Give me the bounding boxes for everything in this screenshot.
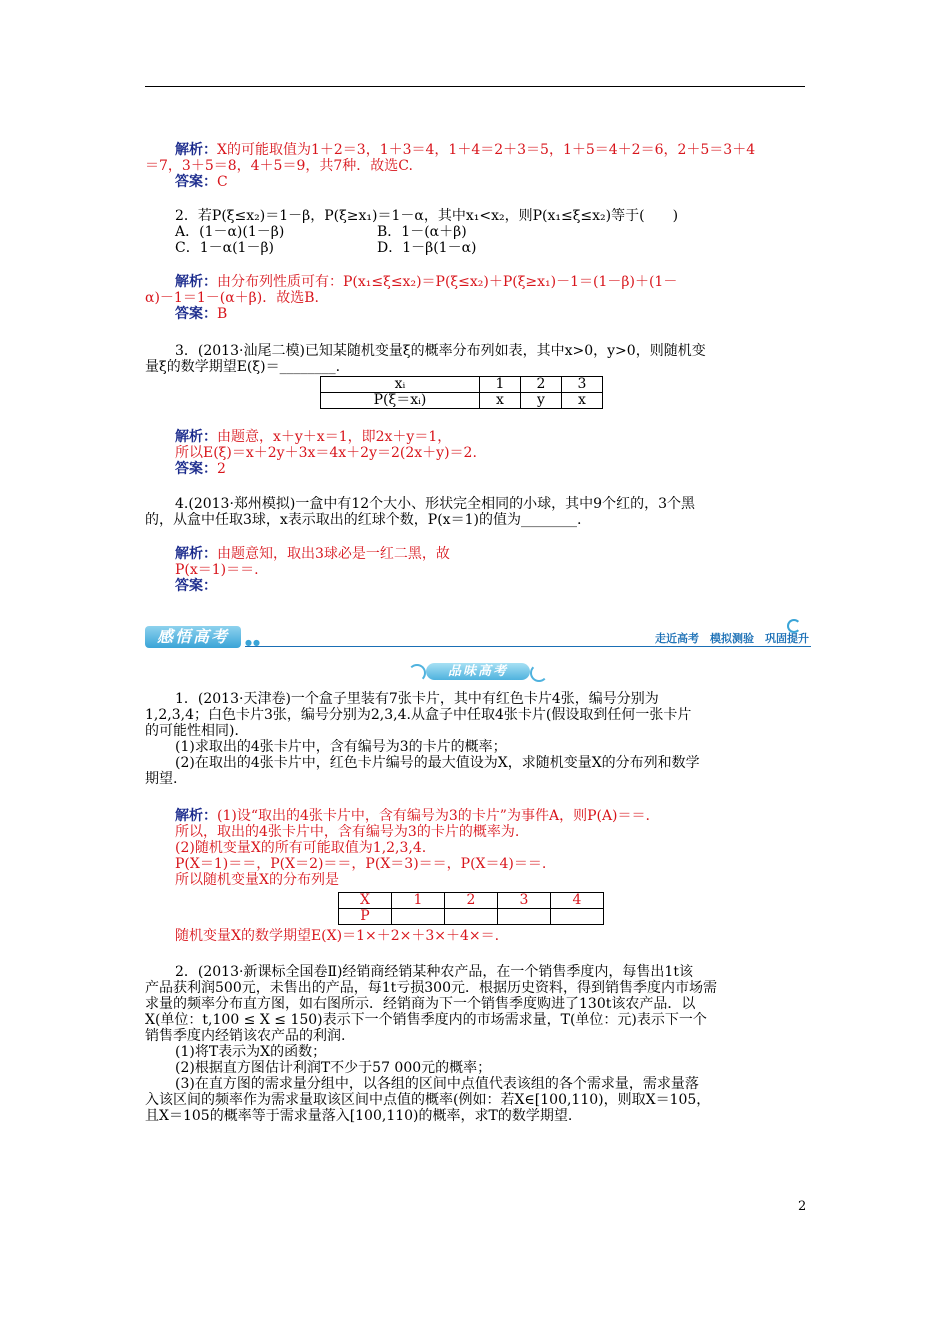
table-row xyxy=(339,909,604,925)
q3-sol-line1: 由题意，x＋y＋x＝1，即2x＋y＝1， xyxy=(217,429,452,445)
q4-stem-line2: 的，从盒中任取3球，x表示取出的红球个数，P(x＝1)的值为________. xyxy=(145,512,582,528)
q2-stem: 2．若P(ξ≤x₂)＝1－β，P(ξ≥x₁)＝1－α，其中x₁<x₂，则P(x₁≤ξ≤x₂)等于( ) xyxy=(175,208,679,224)
analysis-label: 解析： xyxy=(175,142,217,158)
g1-sub2b: 期望. xyxy=(145,771,178,787)
g1-sol6: 随机变量X的数学期望E(X)＝1×＋2×＋3×＋4×＝. xyxy=(175,928,500,944)
q3-stem-line1: 3．(2013·汕尾二模)已知某随机变量ξ的概率分布列如表，其中x>0，y>0，则随机变 xyxy=(175,343,706,359)
table-cell: 4 xyxy=(551,893,604,909)
table-cell: x xyxy=(480,393,521,409)
answer-label: 答案： xyxy=(175,461,217,477)
table-cell xyxy=(498,909,551,925)
table-row xyxy=(339,893,604,909)
table-cell xyxy=(551,909,604,925)
q4-stem-line1: 4.(2013·郑州模拟)一盒中有12个大小、形状完全相同的小球，其中9个红的，3个黑 xyxy=(175,496,695,512)
g1-line2: 1,2,3,4；白色卡片3张，编号分别为2,3,4.从盒子中任取4张卡片(假设取到任何一张卡片 xyxy=(145,707,692,723)
q1-sol-line1: X的可能取值为1＋2＝3，1＋3＝4，1＋4＝2＋3＝5，1＋5＝4＋2＝6，2＋5＝3＋4 xyxy=(217,142,756,158)
g1-distribution-table xyxy=(338,892,604,925)
table-row xyxy=(321,377,603,393)
answer-label: 答案： xyxy=(175,306,217,322)
g2-line5: 销售季度内经销该农产品的利润. xyxy=(145,1028,346,1044)
q3-question xyxy=(145,343,809,375)
header-rule xyxy=(145,86,805,87)
q4-solution xyxy=(145,546,809,594)
q1-solution xyxy=(145,142,809,190)
answer-label: 答案： xyxy=(175,578,217,594)
q4-sol-line2: P(x＝1)＝＝. xyxy=(175,562,259,578)
q3-stem-line2: 量ξ的数学期望E(ξ)＝________. xyxy=(145,359,341,375)
g1-sol5: 所以随机变量X的分布列是 xyxy=(175,872,339,888)
q4-sol-line1: 由题意知，取出3球必是一红二黑，故 xyxy=(217,546,450,562)
table-cell: y xyxy=(521,393,562,409)
g1-sol4: P(X＝1)＝＝，P(X＝2)＝＝，P(X＝3)＝＝，P(X＝4)＝＝. xyxy=(175,856,547,872)
analysis-label: 解析： xyxy=(175,429,217,445)
q2-sol-line2: α)－1＝1－(α＋β)．故选B. xyxy=(145,290,319,306)
q4-question xyxy=(145,496,809,528)
table-cell: P xyxy=(339,909,392,925)
g2-sub3b: 入该区间的频率作为需求量取该区间中点值的概率(例如：若X∈[100,110)，则取X＝105， xyxy=(145,1092,711,1108)
g2-line4: X(单位：t,100 ≤ X ≤ 150)表示下一个销售季度内的市场需求量，T(单位：元)表示下一个 xyxy=(145,1012,707,1028)
g2-sub2: (2)根据直方图估计利润T不少于57 000元的概率； xyxy=(175,1060,492,1076)
g1-sol3: (2)随机变量X的所有可能取值为1,2,3,4. xyxy=(175,840,427,856)
answer-label: 答案： xyxy=(175,174,217,190)
q3-answer: 2 xyxy=(217,461,226,477)
q1-sol-line2: ＝7，3＋5＝8，4＋5＝9，共7种．故选C. xyxy=(145,158,413,174)
q2-question xyxy=(145,208,809,256)
table-cell: X xyxy=(339,893,392,909)
q2-solution xyxy=(145,274,809,322)
g2-sub3a: (3)在直方图的需求量分组中，以各组的区间中点值代表该组的各个需求量，需求量落 xyxy=(175,1076,699,1092)
sub-banner-title: 品味高考 xyxy=(426,663,530,680)
q3-sol-line2: 所以E(ξ)＝x＋2y＋3x＝4x＋2y＝2(2x＋y)＝2. xyxy=(175,445,477,461)
g1-line3: 的可能性相同)． xyxy=(145,723,249,739)
table-cell: xᵢ xyxy=(321,377,480,393)
section-banner xyxy=(145,626,811,650)
q2-option-d: D．1－β(1－α) xyxy=(377,240,477,256)
q2-option-a: A．(1－α)(1－β) xyxy=(175,224,285,240)
g1-solution xyxy=(145,808,809,888)
table-cell: 1 xyxy=(480,377,521,393)
q2-option-b: B．1－(α＋β) xyxy=(377,224,467,240)
analysis-label: 解析： xyxy=(175,274,217,290)
table-cell: 2 xyxy=(445,893,498,909)
g1-expectation xyxy=(145,928,809,944)
table-cell: P(ξ＝xᵢ) xyxy=(321,393,480,409)
table-cell: 3 xyxy=(498,893,551,909)
table-cell: x xyxy=(562,393,603,409)
analysis-label: 解析： xyxy=(175,546,217,562)
g2-sub3c: 且X＝105的概率等于需求量落入[100,110)的概率，求T的数学期望. xyxy=(145,1108,573,1124)
g2-sub1: (1)将T表示为X的函数； xyxy=(175,1044,327,1060)
table-row xyxy=(321,393,603,409)
swirl-left-icon xyxy=(408,664,426,682)
page-number: 2 xyxy=(798,1199,807,1214)
q3-distribution-table xyxy=(320,376,603,409)
q2-sol-line1: 由分布列性质可有：P(x₁≤ξ≤x₂)＝P(ξ≤x₂)＋P(ξ≥x₁)－1＝(1－β)＋(1－ xyxy=(217,274,678,290)
g1-question xyxy=(145,691,809,787)
q1-answer: C xyxy=(217,174,228,190)
g1-sol2: 所以，取出的4张卡片中，含有编号为3的卡片的概率为. xyxy=(175,824,520,840)
g1-line1: 1．(2013·天津卷)一个盒子里装有7张卡片，其中有红色卡片4张，编号分别为 xyxy=(175,691,659,707)
g1-sub2a: (2)在取出的4张卡片中，红色卡片编号的最大值设为X，求随机变量X的分布列和数学 xyxy=(175,755,700,771)
q3-solution xyxy=(145,429,809,477)
g2-question xyxy=(145,964,809,1124)
section-title: 感悟高考 xyxy=(145,626,241,648)
q2-answer: B xyxy=(217,306,228,322)
g2-line3: 求量的频率分布直方图，如右图所示．经销商为下一个销售季度购进了130t该农产品．以 xyxy=(145,996,696,1012)
g2-line1: 2．(2013·新课标全国卷Ⅱ)经销商经销某种农产品，在一个销售季度内，每售出1t该 xyxy=(175,964,693,980)
q2-option-c: C．1－α(1－β) xyxy=(175,240,274,256)
table-cell: 2 xyxy=(521,377,562,393)
table-cell: 1 xyxy=(392,893,445,909)
g2-line2: 产品获利润500元，未售出的产品，每1t亏损300元．根据历史资料，得到销售季度内市场需 xyxy=(145,980,717,996)
section-tagline: 走近高考 模拟测验 巩固提升 xyxy=(655,632,809,645)
dots-decoration-icon: ●● xyxy=(245,638,261,647)
sub-banner xyxy=(408,661,548,683)
swirl-right-icon xyxy=(530,664,548,682)
table-cell xyxy=(445,909,498,925)
g1-sol1: (1)设“取出的4张卡片中，含有编号为3的卡片”为事件A，则P(A)＝＝. xyxy=(217,808,650,824)
g1-sub1: (1)求取出的4张卡片中，含有编号为3的卡片的概率； xyxy=(175,739,507,755)
table-cell: 3 xyxy=(562,377,603,393)
analysis-label: 解析： xyxy=(175,808,217,824)
table-cell xyxy=(392,909,445,925)
